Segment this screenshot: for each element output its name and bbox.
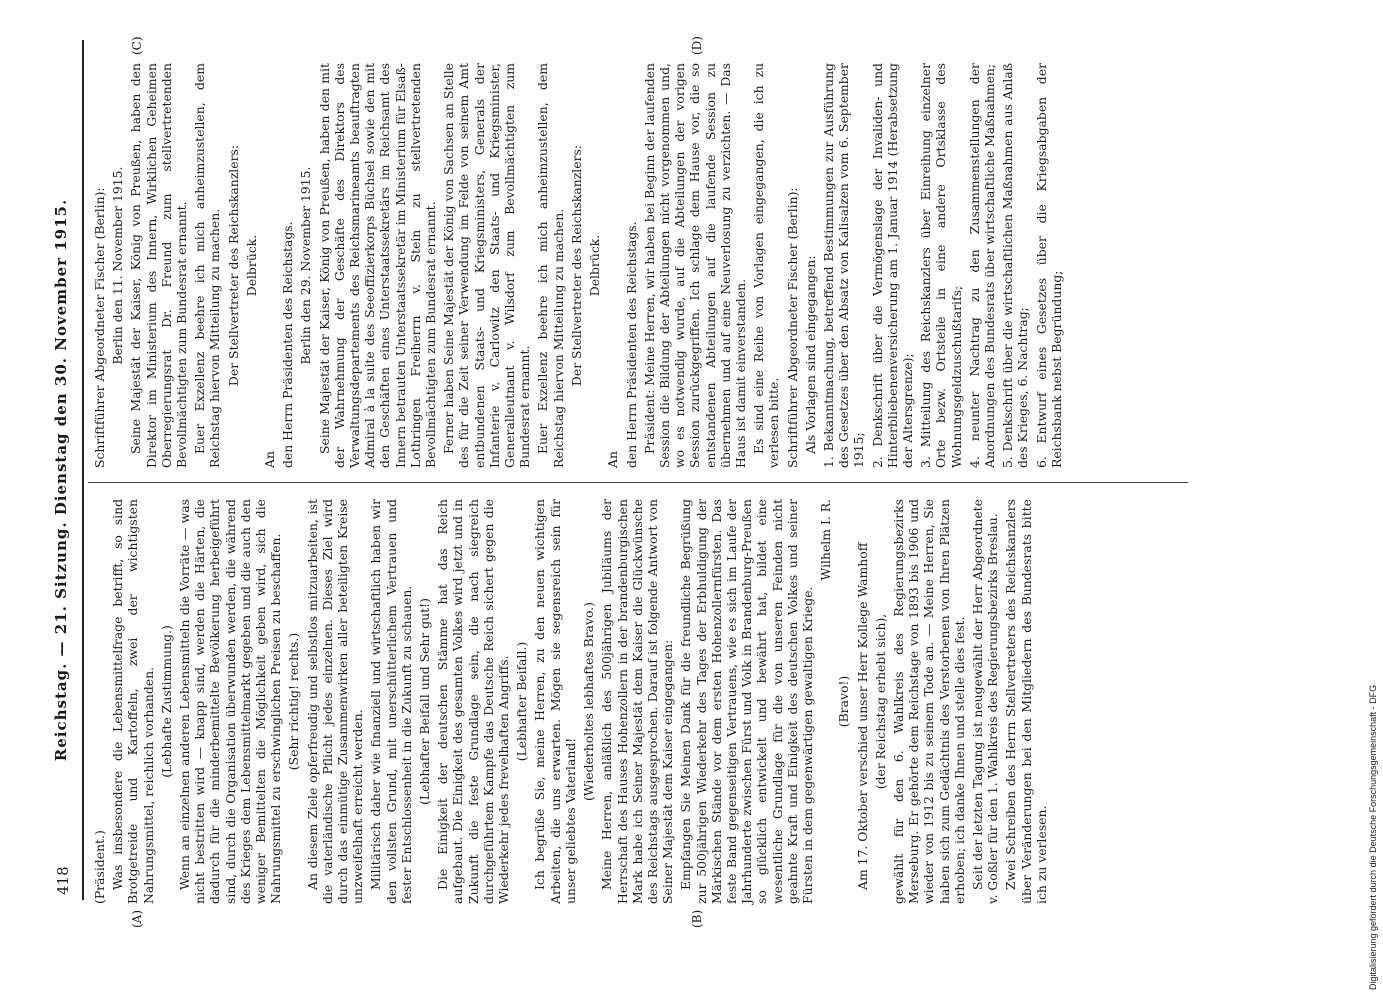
paragraph: Schriftführer Abgeordneter Fischer (Berlin): xyxy=(92,187,107,468)
left-column xyxy=(92,499,1052,904)
paragraph: (Präsident.) xyxy=(92,830,107,904)
paragraph: Am 17. Oktober verschied unser Herr Kollege Wamhoff xyxy=(854,542,870,890)
paragraph: Es sind eine Reihe von Vorlagen eingegangen, die ich zu verlesen bitte. xyxy=(751,63,782,468)
margin-marker-a: (A) xyxy=(130,909,144,928)
paragraph: Wenn an einzelnen anderen Lebensmitteln die Vorräte — was nicht bestritten wird — knapp sind, werden die Härten, die dadurch für die minderbemittelte Bevölkerung herbeigeführt sind, durch die Organisation überwunden werden, die während des Krieges dem Lebensmittelmarkt gegeben und die auch den weniger Bemittelten die Möglichkeit geben wird, sich die Nahrungsmittel zu erschwinglichen Preisen zu beschaffen. xyxy=(177,499,284,904)
paragraph: Euer Exzellenz beehre ich mich anheimzustellen, dem Reichstag hiervon Mitteilung zu machen. xyxy=(535,63,566,468)
margin-marker-b: (B) xyxy=(690,909,704,928)
paragraph: Delbrück. xyxy=(243,234,259,297)
paragraph: Seine Majestät der Kaiser, König von Preußen, haben den Direktor im Ministerium des Innern, Wirklichen Geheimen Oberregierungsrat Dr. Freund zum stellvertretenden Bevollmächtigten zum Bundesrat ernannt. xyxy=(128,63,190,468)
paragraph: (Lebhafter Beifall.) xyxy=(514,641,530,762)
paragraph: (Wiederholtes lebhaftes Bravo.) xyxy=(581,601,597,802)
paragraph: Euer Exzellenz beehre ich mich anheimzustellen, dem Reichstag hiervon Mitteilung zu machen. xyxy=(192,63,223,468)
paragraph: 3. Mitteilung des Reichskanzlers über Einreihung einzelner Orte bezw. Ortsteile in eine andere Ortsklasse des Wohnungsgeldzuschußtarifs; xyxy=(918,63,964,468)
paragraph: 5. Denkschrift über die wirtschaftlichen Maßnahmen aus Anlaß des Krieges, 6. Nachtrag; xyxy=(1000,63,1031,468)
paragraph: den Herrn Präsidenten des Reichstags. xyxy=(280,221,296,468)
paragraph: Der Stellvertreter des Reichskanzlers: xyxy=(225,144,241,387)
paragraph: Ich begrüße Sie, meine Herren, zu den neuen wichtigen Arbeiten, die uns erwarten. Mögen sie segensreich sein für unser geliebtes Vaterland! xyxy=(532,499,578,904)
paragraph: (Lebhafter Beifall und Sehr gut!) xyxy=(417,598,433,805)
header-rule xyxy=(82,40,84,900)
paragraph: Berlin den 29. November 1915. xyxy=(298,166,314,365)
paragraph: Ferner haben Seine Majestät der König von Sachsen an Stelle des für die Zeit seiner Verwendung im Felde von seinem Amt entbundenen Staats- und Kriegsministers, Generals der Infanterie v. Carlowitz den Staats- und Kriegsminister, Generalleutnant v. Wilsdorf zum Bevollmächtigten zum Bundesrat ernannt. xyxy=(441,63,533,468)
paragraph: Delbrück. xyxy=(587,234,603,297)
paragraph: 1. Bekanntmachung, betreffend Bestimmungen zur Ausführung des Gesetzes über den Absatz von Kalisalzen vom 6. September 1915; xyxy=(820,63,867,468)
margin-marker-c: (C) xyxy=(130,36,144,55)
paragraph: Der Stellvertreter des Reichskanzlers: xyxy=(568,144,584,387)
right-column xyxy=(92,63,1067,468)
paragraph: Seine Majestät der Kaiser, König von Preußen, haben den mit der Wahrnehmung der Geschäfte des Direktors des Verwaltungsdepartements des Reichsmarineamts beauftragten Admiral à la suite des Seeoffizierkorps Büchsel sowie den mit den Geschäften eines Unterstaatssekretärs im Reichsamt des Innern betrauten Unterstaatssekretär im Ministerium für Elsaß-Lothringen Freiherrn v. Stein zu stellvertretenden Bevollmächtigten zum Bundesrat ernannt. xyxy=(316,63,439,468)
page-number: 418 xyxy=(54,866,72,895)
paragraph: (Lebhafte Zustimmung.) xyxy=(158,625,174,778)
paragraph: Empfangen Sie Meinen Dank für die freundliche Begrüßung zur 500jährigen Wiederkehr des Tages der Erbhuldigung der Märkischen Stände vor dem ersten Hohenzollernfürsten. Das feste Band gegenseitigen Vertrauens, wie es sich im Laufe der Jahrhunderte zwischen Fürst und Volk in Brandenburg-Preußen so glücklich entwickelt und bewährt hat, bildet eine wesentliche Grundlage für die von unseren Feinden nicht geahnte Kraft und Einigkeit des deutschen Volkes und seiner Fürsten in dem gegenwärtigen gewaltigen Kriege. xyxy=(678,499,815,904)
paragraph: 2. Denkschrift über die Vermögenslage der Invaliden- und Hinterbliebenenversicherung am 1. Januar 1914 (Herabsetzung der Altersgrenze); xyxy=(869,63,915,468)
paragraph: An xyxy=(262,451,278,468)
paragraph: Berlin den 11. November 1915. xyxy=(110,166,126,365)
paragraph: Meine Herren, anläßlich des 500jährigen Jubiläums der Herrschaft des Hauses Hohenzollern in der brandenburgischen Mark habe ich Seiner Majestät dem Kaiser die Glückwünsche des Reichstags ausgesprochen. Darauf ist folgende Antwort von Seiner Majestät dem Kaiser eingegangen: xyxy=(599,499,676,904)
paragraph: 4. neunter Nachtrag zu den Zusammenstellungen der Anordnungen des Bundesrats über wirtschaftliche Maßnahmen; xyxy=(966,63,997,468)
paragraph: An xyxy=(605,451,621,468)
dfg-funding-note: Digitalisierung gefördert durch die Deutsche Forschungsgemeinschaft - DFG xyxy=(1368,684,1378,990)
paragraph: Seit der letzten Tagung ist neugewählt der Herr Abgeordnete v. Goßler für den 1. Wahlkreis des Regierungsbezirks Breslau. xyxy=(969,499,1001,904)
paragraph: (Bravo!) xyxy=(836,675,852,728)
paragraph: gewählt für den 6. Wahlkreis des Regierungsbezirks Merseburg. Er gehörte dem Reichstage von 1893 bis 1906 und wieder von 1912 bis zu seinem Tode an. — Meine Herren, Sie haben sich zum Gedächtnis des Verstorbenen von Ihren Plätzen erhoben; ich danke Ihnen und stelle dies fest. xyxy=(890,499,967,904)
paragraph: (Sehr richtig! rechts.) xyxy=(286,632,302,771)
column-divider xyxy=(88,482,1188,483)
paragraph: den Herrn Präsidenten des Reichstags. xyxy=(623,221,639,468)
margin-marker-d: (D) xyxy=(690,36,704,55)
paragraph: Als Vorlagen sind eingegangen: xyxy=(802,255,818,454)
paragraph: Schriftführer Abgeordneter Fischer (Berlin): xyxy=(784,187,800,468)
paragraph: Wilhelm I. R. xyxy=(818,499,834,581)
paragraph: Die Einigkeit der deutschen Stämme hat das Reich aufgebaut. Die Einigkeit des gesamten Volkes wird jetzt und in Zukunft die feste Grundlage sein, die nach siegreich durchgeführtem Kampfe das Deutsche Reich sichert gegen die Wiederkehr jedes frevelhaften Angriffs. xyxy=(435,499,512,904)
page-title: Reichstag. — 21. Sitzung. Dienstag den 30. November 1915. xyxy=(52,198,70,762)
paragraph: 6. Entwurf eines Gesetzes über die Kriegsabgaben der Reichsbank nebst Begründung; xyxy=(1033,63,1064,468)
paragraph: An diesem Ziele opferfreudig und selbstlos mitzuarbeiten, ist die vaterländische Pflicht jedes einzelnen. Dieses Ziel wird durch das einmütige Zusammenwirken aller beteiligten Kreise unzweifelhaft erreicht werden. xyxy=(304,499,366,904)
paragraph: Zwei Schreiben des Herrn Stellvertreters des Reichskanzlers über Veränderungen bei den Mitgliedern des Bundesrats bitte ich zu verlesen. xyxy=(1003,499,1049,904)
paragraph: Militärisch daher wie finanziell und wirtschaftlich haben wir den vollsten Grund, mit unerschütterlichem Vertrauen und fester Entschlossenheit in die Zukunft zu schauen. xyxy=(368,499,414,904)
page-header xyxy=(52,65,76,895)
paragraph: (der Reichstag erhebt sich), xyxy=(872,613,888,790)
paragraph: Was insbesondere die Lebensmittelfrage betrifft, so sind Brotgetreide und Kartoffeln, zwei der wichtigsten Nahrungsmittel, reichlich vorhanden. xyxy=(110,499,156,904)
paragraph: Präsident: Meine Herren, wir haben bei Beginn der laufenden Session die Bildung der Abteilungen nicht vorgenommen und, wo es notwendig wurde, auf die Abteilungen der vorigen Session zurückgegriffen. Ich schlage dem Hause vor, die so entstandenen Abteilungen auf die laufende Session zu übernehmen und auf eine Neuverlosung zu verzichten. — Das Haus ist damit einverstanden. xyxy=(641,63,748,468)
